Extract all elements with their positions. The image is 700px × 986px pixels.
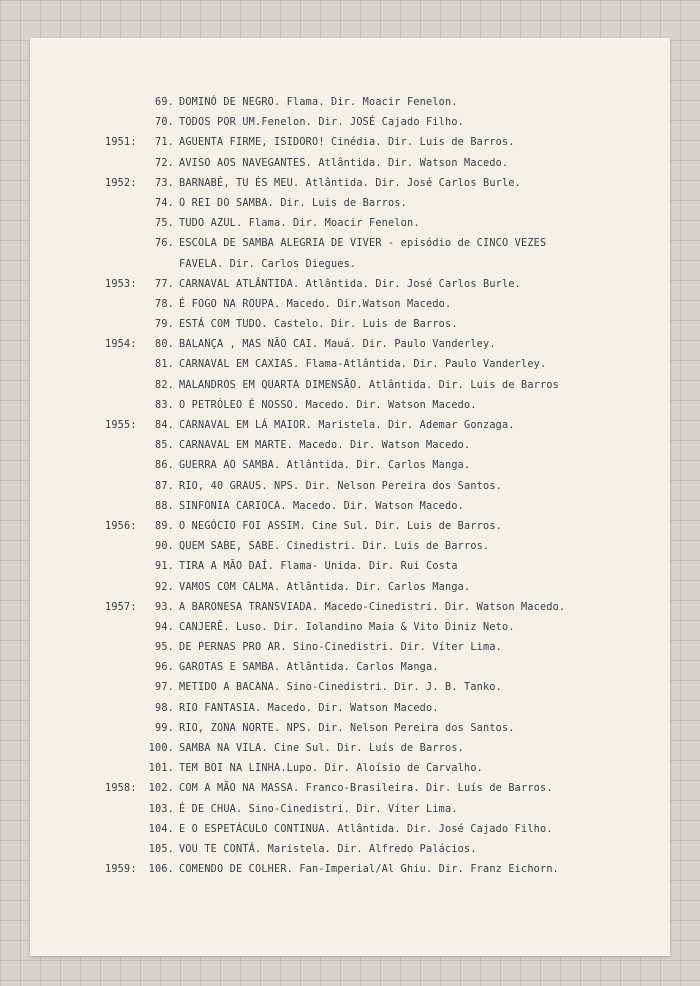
entry-text: DOMINÓ DE NEGRO. Flama. Dir. Moacir Fenelon.: [179, 97, 458, 108]
entry-text: METIDO A BACANA. Sino-Cinedistri. Dir. J. B. Tanko.: [179, 682, 503, 694]
entry-text: AVISO AOS NAVEGANTES. Atlântida. Dir. Watson Macedo.: [179, 157, 509, 169]
list-item: [30, 154, 670, 174]
list-item: [30, 759, 670, 779]
list-item: [30, 93, 670, 113]
list-item: [30, 255, 670, 275]
entry-number: 105.: [148, 843, 174, 855]
entry-number: 99.: [154, 722, 174, 734]
list-item: [30, 416, 670, 436]
entry-text: E O ESPETÁCULO CONTINUA. Atlântida. Dir. José Cajado Filho.: [179, 823, 553, 835]
entry-text: TODOS POR UM.Fenelon. Dir. JOSÉ Cajado Filho.: [179, 117, 465, 129]
entry-text: CARNAVAL EM LÁ MAIOR. Maristela. Dir. Ademar Gonzaga.: [179, 420, 515, 431]
entry-number: 100.: [148, 743, 174, 754]
list-item: [30, 214, 670, 234]
entry-number: 77.: [154, 278, 174, 290]
entry-text: O REI DO SAMBA. Dir. Luis de Barros.: [179, 197, 408, 209]
entry-number: 87.: [154, 480, 174, 492]
entry-number: 70.: [154, 117, 174, 129]
year-label: 1958:: [105, 783, 137, 795]
entry-text: CANJERÊ. Luso. Dir. Iolandino Maia & Vito Diniz Neto.: [179, 621, 515, 633]
entry-number: 104.: [148, 823, 174, 835]
list-item: [30, 335, 670, 355]
entry-text: CARNAVAL ATLÂNTIDA. Atlântida. Dir. José Carlos Burle.: [179, 278, 522, 290]
entry-text: FAVELA. Dir. Carlos Diegues.: [179, 258, 357, 270]
entry-number: 79.: [154, 319, 174, 331]
entry-number: 98.: [154, 702, 174, 714]
entry-text: RIO FANTASIA. Macedo. Dir. Watson Macedo.: [179, 702, 439, 714]
entry-text: MALANDROS EM QUARTA DIMENSÃO. Atlântida. Dir. Luis de Barros: [179, 379, 560, 391]
entry-text: ESCOLA DE SAMBA ALEGRIA DE VIVER - episódio de CINCO VEZES: [179, 238, 547, 250]
entry-number: 78.: [154, 298, 174, 310]
entry-number: 93.: [154, 601, 174, 613]
entry-number: 82.: [154, 379, 174, 391]
entry-text: TEM BOI NA LINHA.Lupo. Dir. Aloísio de Carvalho.: [179, 763, 484, 775]
entry-text: RIO, 40 GRAUS. NPS. Dir. Nelson Pereira dos Santos.: [179, 480, 503, 492]
list-item: [30, 456, 670, 476]
entry-text: VOU TE CONTÁ. Maristela. Dir. Alfredo Palácios.: [179, 843, 477, 855]
entry-number: 69.: [154, 97, 174, 108]
entry-text: O NEGÓCIO FOI ASSIM. Cine Sul. Dir. Luis de Barros.: [179, 520, 503, 532]
entry-text: ESTÁ COM TUDO. Castelo. Dir. Luis de Barros.: [179, 319, 458, 331]
typewritten-page: [30, 38, 670, 956]
list-item: [30, 638, 670, 658]
entry-number: 89.: [154, 520, 174, 532]
entry-text: O PETRÓLEO É NOSSO. Macedo. Dir. Watson Macedo.: [179, 399, 477, 411]
list-item: [30, 174, 670, 194]
list-item: [30, 840, 670, 860]
list-item: [30, 618, 670, 638]
entry-number: 83.: [154, 399, 174, 411]
year-label: 1959:: [105, 864, 137, 876]
entry-number: 84.: [154, 420, 174, 431]
year-label: 1953:: [105, 278, 137, 290]
entry-text: CARNAVAL EM MARTE. Macedo. Dir. Watson Macedo.: [179, 440, 471, 452]
entry-number: 106.: [148, 864, 174, 876]
year-label: 1956:: [105, 520, 137, 532]
entry-number: 91.: [154, 561, 174, 573]
entry-number: 75.: [154, 218, 174, 230]
entry-number: 71.: [154, 137, 174, 149]
list-item: [30, 477, 670, 497]
list-item: [30, 295, 670, 315]
entry-text: TUDO AZUL. Flama. Dir. Moacir Fenelon.: [179, 218, 420, 230]
filmography-list: [30, 93, 670, 880]
entry-number: 76.: [154, 238, 174, 250]
list-item: [30, 658, 670, 678]
list-item: [30, 860, 670, 880]
list-item: [30, 113, 670, 133]
list-item: [30, 537, 670, 557]
list-item: [30, 678, 670, 698]
entry-text: É DE CHUA. Sino-Cinedistri. Dir. Víter Lima.: [179, 803, 458, 815]
list-item: [30, 699, 670, 719]
list-item: [30, 315, 670, 335]
list-item: [30, 194, 670, 214]
list-item: [30, 497, 670, 517]
entry-text: SAMBA NA VILA. Cine Sul. Dir. Luís de Barros.: [179, 743, 465, 754]
entry-text: BARNABÉ, TU ÉS MEU. Atlântida. Dir. José Carlos Burle.: [179, 177, 522, 189]
list-item: [30, 820, 670, 840]
entry-number: 80.: [154, 339, 174, 351]
entry-number: 73.: [154, 177, 174, 189]
list-item: [30, 517, 670, 537]
entry-number: 96.: [154, 662, 174, 674]
entry-number: 74.: [154, 197, 174, 209]
year-label: 1955:: [105, 420, 137, 431]
entry-text: É FOGO NA ROUPA. Macedo. Dir.Watson Macedo.: [179, 298, 452, 310]
entry-text: AGUENTA FIRME, ISIDORO! Cinédia. Dir. Luis de Barros.: [179, 137, 515, 149]
entry-number: 95.: [154, 642, 174, 654]
list-item: [30, 800, 670, 820]
entry-text: COMENDO DE COLHER. Fan-Imperial/Al Ghiu. Dir. Franz Eichorn.: [179, 864, 560, 876]
entry-number: 102.: [148, 783, 174, 795]
list-item: [30, 396, 670, 416]
list-item: [30, 557, 670, 577]
entry-text: COM A MÃO NA MASSA. Franco-Brasileira. Dir. Luís de Barros.: [179, 783, 553, 795]
entry-number: 85.: [154, 440, 174, 452]
list-item: [30, 779, 670, 799]
list-item: [30, 133, 670, 153]
list-item: [30, 578, 670, 598]
entry-number: 72.: [154, 157, 174, 169]
list-item: [30, 719, 670, 739]
entry-number: 101.: [148, 763, 174, 775]
list-item: [30, 739, 670, 759]
year-label: 1952:: [105, 177, 137, 189]
year-label: 1957:: [105, 601, 137, 613]
entry-text: A BARONESA TRANSVIADA. Macedo-Cinedistri. Dir. Watson Macedo.: [179, 601, 566, 613]
year-label: 1954:: [105, 339, 137, 351]
entry-text: RIO, ZONA NORTE. NPS. Dir. Nelson Pereira dos Santos.: [179, 722, 515, 734]
entry-text: QUEM SABE, SABE. Cinedistri. Dir. Luis de Barros.: [179, 541, 490, 553]
entry-number: 97.: [154, 682, 174, 694]
entry-text: DE PERNAS PRO AR. Sino-Cinedistri. Dir. Víter Lima.: [179, 642, 503, 654]
year-label: 1951:: [105, 137, 137, 149]
entry-text: VAMOS COM CALMA. Atlântida. Dir. Carlos Manga.: [179, 581, 471, 593]
entry-number: 94.: [154, 621, 174, 633]
entry-text: SINFONIA CARIOCA. Macedo. Dir. Watson Macedo.: [179, 500, 465, 512]
entry-number: 92.: [154, 581, 174, 593]
entry-number: 103.: [148, 803, 174, 815]
list-item: [30, 355, 670, 375]
list-item: [30, 598, 670, 618]
list-item: [30, 436, 670, 456]
list-item: [30, 234, 670, 254]
entry-text: BALANÇA , MAS NÃO CAI. Mauá. Dir. Paulo Vanderley.: [179, 339, 496, 351]
entry-number: 90.: [154, 541, 174, 553]
entry-text: GUERRA AO SAMBA. Atlântida. Dir. Carlos Manga.: [179, 460, 471, 472]
entry-number: 86.: [154, 460, 174, 472]
list-item: [30, 376, 670, 396]
list-item: [30, 275, 670, 295]
entry-text: GAROTAS E SAMBA. Atlântida. Carlos Manga.: [179, 662, 439, 674]
entry-text: TIRA A MÃO DAÍ. Flama- Unida. Dir. Rui Costa: [179, 561, 458, 573]
entry-number: 81.: [154, 359, 174, 371]
entry-number: 88.: [154, 500, 174, 512]
entry-text: CARNAVAL EM CAXIAS. Flama-Atlântida. Dir. Paulo Vanderley.: [179, 359, 547, 371]
